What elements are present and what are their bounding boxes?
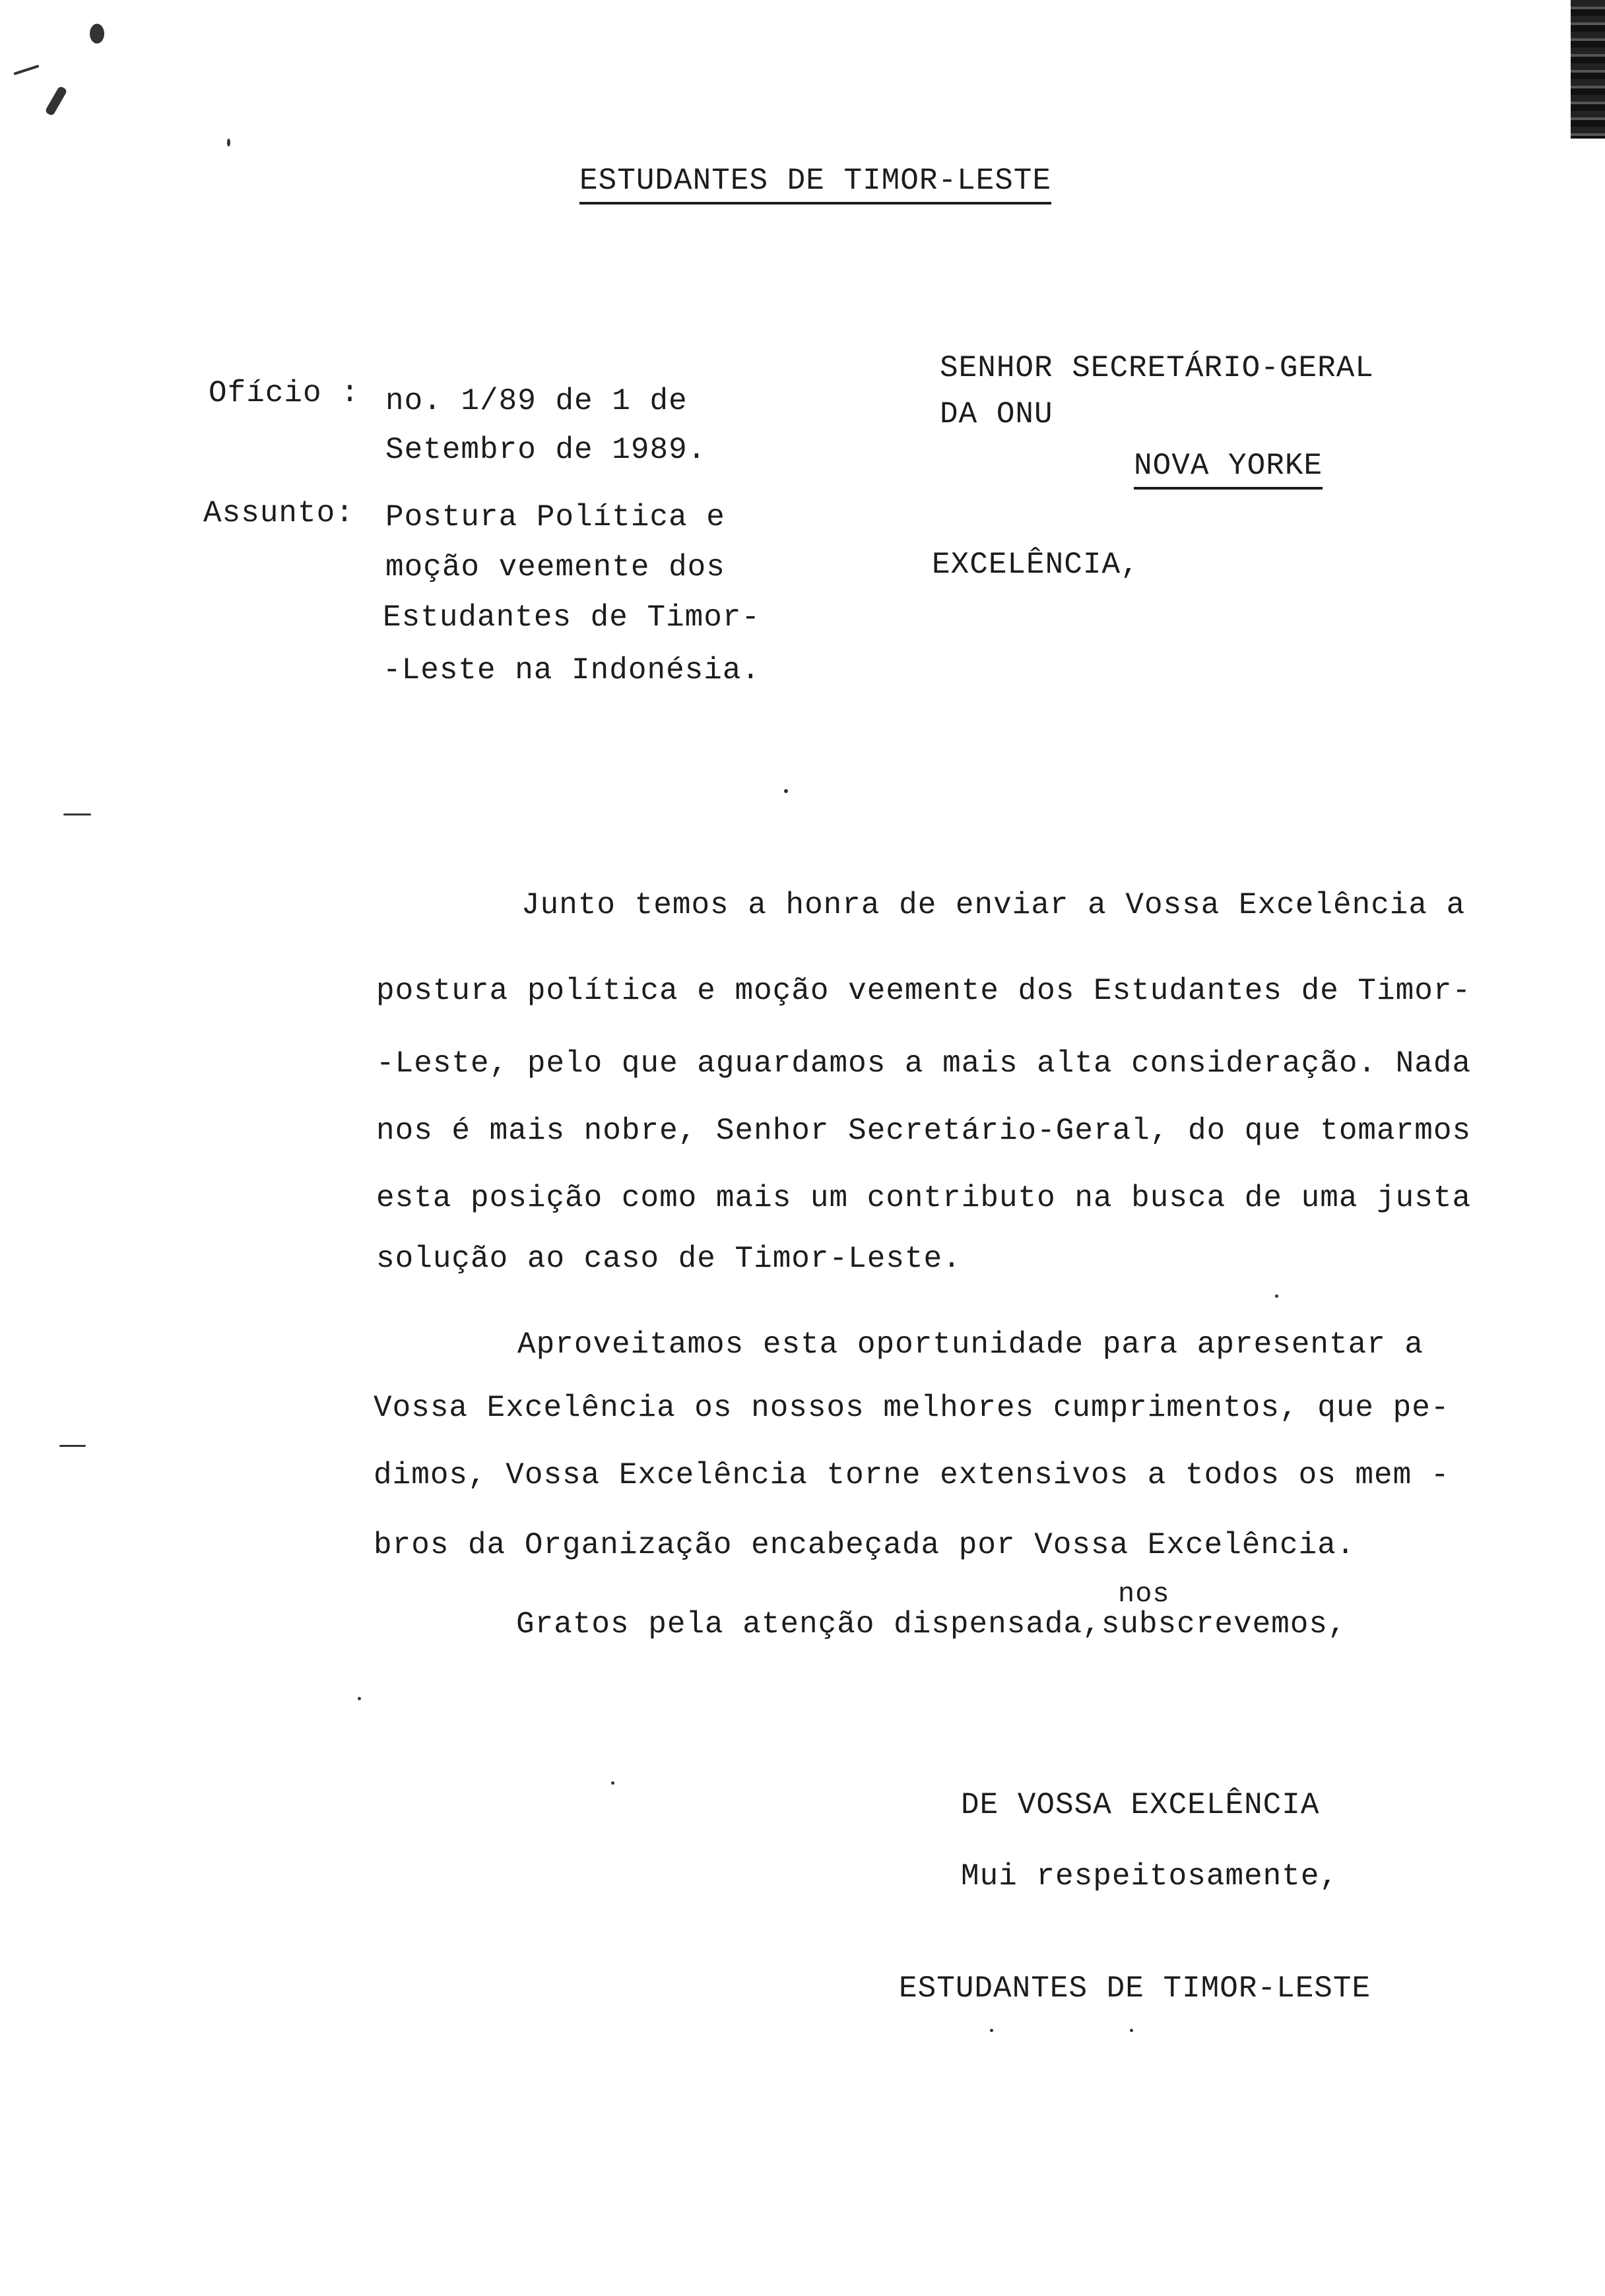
body-line: bros da Organização encabeçada por Vossa Excelência. <box>374 1528 1356 1562</box>
addressee-line-1: SENHOR SECRETÁRIO-GERAL <box>940 351 1374 385</box>
body-line: postura política e moção veemente dos Estudantes de Timor- <box>376 974 1472 1008</box>
body-line: solução ao caso de Timor-Leste. <box>376 1242 962 1276</box>
salutation: EXCELÊNCIA, <box>932 548 1140 582</box>
closing-line-1: DE VOSSA EXCELÊNCIA <box>961 1788 1320 1822</box>
body-line: Gratos pela atenção dispensada,subscrevemos, <box>516 1607 1347 1642</box>
oficio-date: Setembro de 1989. <box>385 433 707 467</box>
addressee-line-2: DA ONU <box>940 397 1053 431</box>
ink-speck <box>13 65 39 75</box>
assunto-line-2: moção veemente dos <box>385 550 725 585</box>
addressee-city: NOVA YORKE <box>1134 449 1323 490</box>
assunto-label: Assunto: <box>203 496 354 530</box>
ink-speck <box>358 1697 361 1700</box>
ink-speck <box>63 813 91 815</box>
handwritten-insert: nos <box>1118 1578 1170 1610</box>
assunto-line-3: Estudantes de Timor- <box>383 600 761 635</box>
ink-speck <box>59 1445 86 1447</box>
ink-speck <box>1130 2029 1133 2032</box>
ink-speck <box>1275 1294 1278 1298</box>
ink-blot <box>90 24 104 44</box>
letterhead-title: ESTUDANTES DE TIMOR-LESTE <box>579 164 1051 205</box>
ink-speck <box>227 139 230 146</box>
oficio-number: no. 1/89 de 1 de <box>385 384 688 418</box>
body-line: nos é mais nobre, Senhor Secretário-Geral, do que tomarmos <box>376 1114 1472 1148</box>
body-line: Vossa Excelência os nossos melhores cumprimentos, que pe- <box>374 1391 1450 1425</box>
scan-edge-mark <box>1571 0 1605 139</box>
oficio-label: Ofício : <box>209 376 360 410</box>
body-line: Aproveitamos esta oportunidade para apresentar a <box>517 1327 1424 1362</box>
closing-line-2: Mui respeitosamente, <box>961 1859 1339 1894</box>
body-line: -Leste, pelo que aguardamos a mais alta consideração. Nada <box>376 1046 1472 1081</box>
ink-speck <box>784 789 788 793</box>
body-line: dimos, Vossa Excelência torne extensivos a todos os mem - <box>374 1458 1450 1492</box>
assunto-line-1: Postura Política e <box>385 500 725 534</box>
body-line: Junto temos a honra de enviar a Vossa Excelência a <box>521 888 1466 922</box>
body-line: esta posição como mais um contributo na busca de uma justa <box>376 1181 1472 1215</box>
ink-stroke <box>44 86 67 117</box>
signature: ESTUDANTES DE TIMOR-LESTE <box>899 1971 1371 2006</box>
ink-speck <box>611 1781 614 1785</box>
ink-speck <box>990 2029 993 2032</box>
assunto-line-4: -Leste na Indonésia. <box>383 653 761 687</box>
